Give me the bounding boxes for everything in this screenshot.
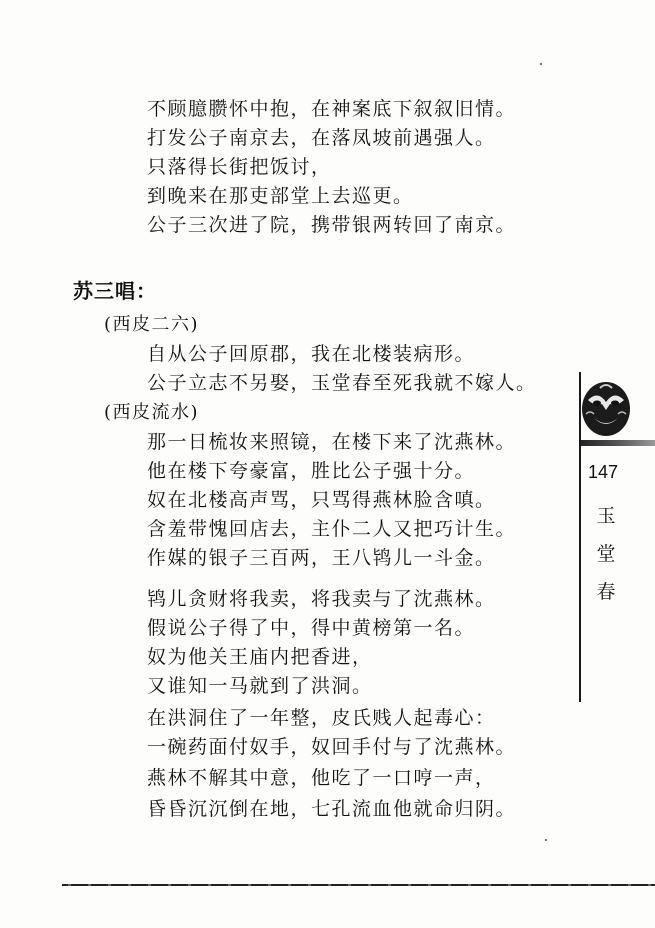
verse-line: 燕林不解其中意，他吃了一口哼一声，	[147, 767, 496, 789]
verse-line: 打发公子南京去，在落凤坡前遇强人。	[147, 127, 496, 149]
verse-line: 奴为他关王庙内把香进，	[147, 646, 373, 668]
verse-line: 作媒的银子三百两，王八鸨儿一斗金。	[147, 547, 496, 569]
verse-line: 一碗药面付奴手，奴回手付与了沈燕林。	[147, 736, 517, 758]
verse-line: 那一日梳妆来照镜，在楼下来了沈燕林。	[147, 431, 517, 453]
tune-mode-label: (西皮二六)	[104, 314, 200, 335]
margin-horizontal-bar	[581, 440, 655, 446]
verse-line: 自从公子回原郡，我在北楼装病形。	[147, 343, 476, 365]
verse-line: 假说公子得了中，得中黄榜第一名。	[147, 617, 476, 639]
verse-line: 只落得长街把饭讨，	[147, 156, 332, 178]
verse-line: 昏昏沉沉倒在地，七孔流血他就命归阴。	[147, 798, 517, 820]
verse-line: 鸨儿贪财将我卖，将我卖与了沈燕林。	[147, 588, 496, 610]
verse-line: 在洪洞住了一年整，皮氏贱人起毒心：	[147, 707, 496, 729]
tune-mode-label: (西皮流水)	[104, 402, 200, 423]
verse-line: 奴在北楼高声骂，只骂得燕林脸含嗔。	[147, 489, 496, 511]
verse-line: 公子立志不另娶，玉堂春至死我就不嫁人。	[147, 372, 537, 394]
verse-line: 又谁知一马就到了洪洞。	[147, 675, 373, 697]
verse-line: 到晚来在那吏部堂上去巡更。	[147, 185, 414, 207]
page-number: 147	[588, 462, 619, 482]
verse-line: 他在楼下夸豪富，胜比公子强十分。	[147, 460, 476, 482]
running-title: 玉堂春	[596, 505, 616, 603]
verse-line: 公子三次进了院，携带银两转回了南京。	[147, 214, 517, 236]
scan-speck	[545, 839, 547, 841]
opera-mask-icon	[580, 380, 632, 438]
scan-speck	[540, 63, 542, 65]
verse-line: 不顾臆臜怀中抱，在神案底下叙叙旧情。	[147, 98, 517, 120]
verse-line: 含羞带愧回店去，主仆二人又把巧计生。	[147, 518, 517, 540]
bottom-rule	[62, 884, 655, 886]
speaker-heading: 苏三唱：	[73, 279, 157, 303]
